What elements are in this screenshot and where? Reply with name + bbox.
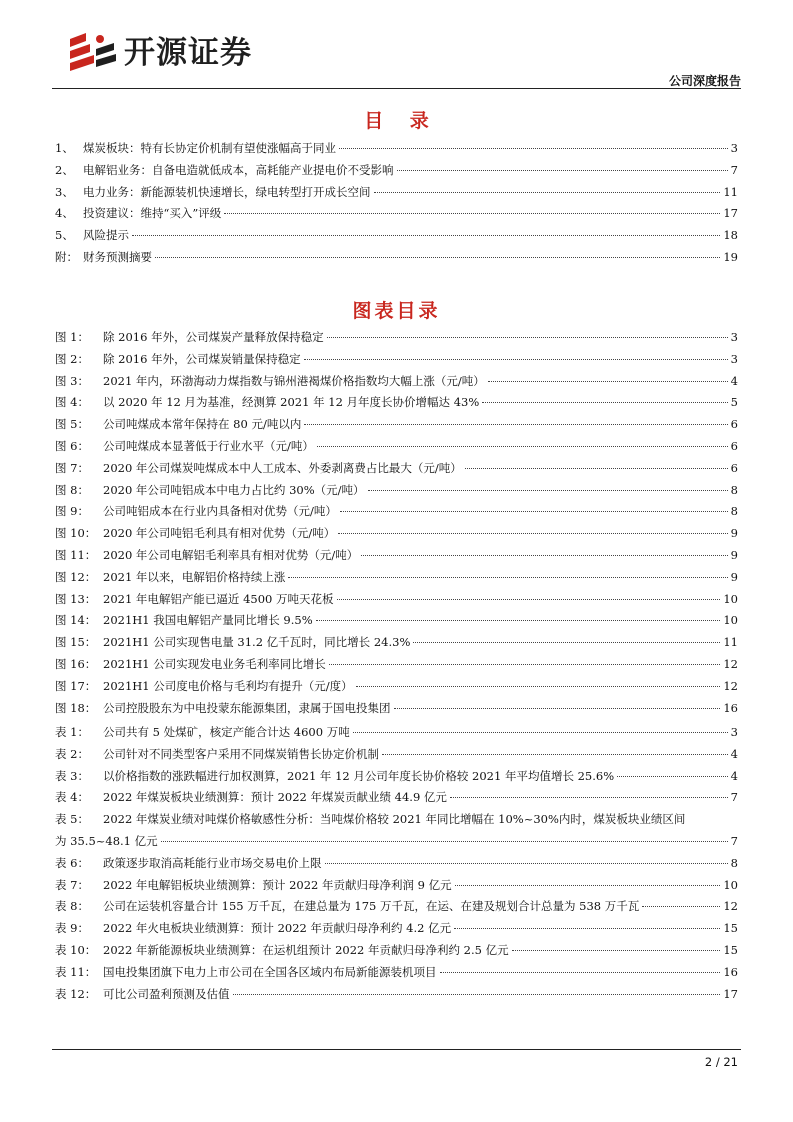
entry-page: 8	[730, 482, 738, 497]
toc-entry[interactable]	[55, 632, 738, 654]
toc-entry[interactable]	[55, 545, 738, 567]
toc-entry[interactable]	[55, 203, 738, 225]
toc-entry[interactable]	[55, 766, 738, 788]
entry-title: 财务预测摘要	[83, 249, 152, 264]
leader-dots	[454, 928, 720, 929]
leader-dots	[361, 555, 727, 556]
entry-number: 表 5：	[55, 812, 89, 827]
entry-page: 4	[730, 373, 738, 388]
toc-entry[interactable]	[55, 744, 738, 766]
entry-number: 2、	[55, 162, 74, 177]
entry-number: 图 5：	[55, 417, 89, 432]
report-type: 公司深度报告	[668, 74, 741, 88]
entry-number: 图 7：	[55, 460, 89, 475]
entry-page: 3	[730, 141, 738, 155]
toc-entry[interactable]	[55, 698, 738, 720]
figure-toc-title: 图表目录	[352, 300, 441, 322]
entry-number: 图 1：	[55, 330, 89, 344]
leader-dots	[353, 732, 728, 733]
leader-dots	[339, 148, 728, 149]
entry-page: 17	[723, 986, 738, 1001]
entry-number: 表 11：	[55, 964, 97, 979]
entry-title: 公司吨煤成本显著低于行业水平（元/吨）	[103, 438, 314, 453]
entry-page: 6	[730, 460, 738, 475]
entry-page: 15	[723, 942, 738, 957]
entry-title: 2020 年公司吨铝成本中电力占比约 30%（元/吨）	[103, 482, 365, 497]
entry-page: 6	[730, 417, 738, 432]
entry-title: 电解铝业务：自备电造就低成本，高耗能产业提电价不受影响	[83, 162, 394, 177]
entry-page: 10	[723, 613, 738, 628]
entry-number: 表 8：	[55, 899, 89, 914]
leader-dots	[413, 642, 720, 643]
entry-title: 可比公司盈利预测及估值	[103, 986, 230, 1001]
entry-page: 17	[723, 206, 738, 221]
toc-entry[interactable]	[55, 160, 738, 182]
leader-dots	[329, 664, 721, 665]
leader-dots	[394, 708, 721, 709]
entry-number: 图 9：	[55, 504, 89, 519]
entry-number: 表 7：	[55, 877, 89, 892]
entry-number: 表 9：	[55, 921, 89, 936]
entry-title-continued: 为 35.5~48.1 亿元	[55, 833, 158, 848]
entry-page: 12	[723, 899, 738, 914]
entry-number: 表 3：	[55, 768, 89, 783]
entry-title: 2021H1 我国电解铝产量同比增长 9.5%	[103, 613, 313, 628]
toc-entry[interactable]	[55, 610, 738, 632]
entry-number: 5、	[55, 228, 74, 243]
entry-number: 图 12：	[55, 569, 97, 584]
toc-entry[interactable]	[55, 436, 738, 458]
toc-entry[interactable]	[55, 809, 738, 853]
toc-entry[interactable]	[55, 392, 738, 414]
entry-page: 3	[730, 351, 738, 366]
leader-dots	[356, 686, 721, 687]
entry-title: 公司针对不同类型客户采用不同煤炭销售长协定价机制	[103, 746, 379, 761]
leader-dots	[450, 797, 728, 798]
entry-number: 表 4：	[55, 790, 89, 805]
entry-number: 附：	[55, 249, 78, 264]
toc-entry[interactable]	[55, 327, 738, 349]
toc-entry[interactable]	[55, 501, 738, 523]
entry-number: 表 6：	[55, 855, 89, 870]
entry-title: 国电投集团旗下电力上市公司在全国各区域内布局新能源装机项目	[103, 964, 437, 979]
entry-number: 1、	[55, 141, 74, 155]
leader-dots	[488, 381, 728, 382]
entry-page: 11	[723, 635, 738, 650]
footer-divider	[52, 1049, 741, 1050]
entry-page: 7	[730, 790, 738, 805]
entry-page: 9	[730, 526, 738, 541]
entry-number: 图 3：	[55, 373, 89, 388]
leader-dots	[132, 235, 720, 236]
toc-entry[interactable]	[55, 523, 738, 545]
entry-number: 图 14：	[55, 613, 97, 628]
entry-number: 表 12：	[55, 986, 97, 1001]
header-divider	[52, 88, 741, 89]
entry-number: 图 17：	[55, 678, 97, 693]
entry-title: 2022 年煤炭业绩对吨煤价格敏感性分析：当吨煤价格较 2021 年同比增幅在 10%~30%内时，煤炭板块业绩区间	[103, 812, 686, 827]
entry-number: 表 2：	[55, 746, 89, 761]
entry-title: 公司吨煤成本常年保持在 80 元/吨以内	[103, 417, 302, 432]
toc-entry[interactable]	[55, 225, 738, 247]
toc-entry[interactable]	[55, 567, 738, 589]
leader-dots	[155, 257, 720, 258]
leader-dots	[455, 885, 721, 886]
toc-entry[interactable]	[55, 853, 738, 875]
toc-main-list	[55, 138, 738, 269]
leader-dots	[374, 192, 721, 193]
leader-dots	[368, 490, 728, 491]
entry-title: 电力业务：新能源装机快速增长，绿电转型打开成长空间	[83, 184, 371, 199]
toc-entry[interactable]	[55, 247, 738, 269]
entry-title: 2020 年公司电解铝毛利率具有相对优势（元/吨）	[103, 547, 359, 562]
company-logo	[66, 27, 252, 72]
toc-entry[interactable]	[55, 654, 738, 676]
entry-title: 2021H1 公司实现售电量 31.2 亿千瓦时，同比增长 24.3%	[103, 635, 411, 650]
toc-entry[interactable]	[55, 414, 738, 436]
entry-page: 5	[730, 395, 738, 410]
leader-dots	[338, 533, 727, 534]
entry-title: 投资建议：维持“买入”评级	[83, 206, 222, 221]
entry-page: 6	[730, 438, 738, 453]
entry-title: 除 2016 年外，公司煤炭产量释放保持稳定	[103, 330, 324, 344]
toc-entry[interactable]	[55, 962, 738, 984]
leader-dots	[465, 468, 728, 469]
entry-title: 煤炭板块：特有长协定价机制有望使涨幅高于同业	[83, 141, 336, 155]
toc-entry[interactable]	[55, 875, 738, 897]
leader-dots	[304, 359, 728, 360]
entry-number: 图 13：	[55, 591, 97, 606]
toc-entry[interactable]	[55, 918, 738, 940]
entry-number: 图 2：	[55, 351, 89, 366]
entry-number: 图 4：	[55, 395, 89, 410]
entry-title: 公司吨铝成本在行业内具备相对优势（元/吨）	[103, 504, 337, 519]
toc-entry[interactable]	[55, 787, 738, 809]
entry-title: 2022 年煤炭板块业绩测算：预计 2022 年煤炭贡献业绩 44.9 亿元	[103, 790, 447, 805]
entry-page: 10	[723, 591, 738, 606]
entry-page: 3	[730, 725, 738, 739]
leader-dots	[317, 446, 728, 447]
entry-number: 图 6：	[55, 438, 89, 453]
table-list	[55, 722, 738, 1005]
leader-dots	[161, 841, 728, 842]
leader-dots	[304, 424, 727, 425]
entry-page: 16	[723, 700, 738, 715]
entry-page: 9	[730, 569, 738, 584]
entry-number: 图 18：	[55, 700, 97, 715]
entry-page: 8	[730, 504, 738, 519]
entry-number: 4、	[55, 206, 74, 221]
leader-dots	[440, 972, 721, 973]
entry-page: 9	[730, 547, 738, 562]
leader-dots	[482, 402, 727, 403]
entry-page: 3	[730, 330, 738, 344]
entry-page: 16	[723, 964, 738, 979]
leader-dots	[617, 776, 728, 777]
entry-page: 18	[723, 228, 738, 243]
toc-entry[interactable]	[55, 896, 738, 918]
page-number: 2 / 21	[704, 1055, 738, 1069]
entry-number: 图 8：	[55, 482, 89, 497]
leader-dots	[224, 213, 720, 214]
entry-number: 表 10：	[55, 942, 97, 957]
entry-title: 风险提示	[83, 228, 129, 243]
entry-page: 10	[723, 877, 738, 892]
entry-number: 3、	[55, 184, 74, 199]
toc-entry[interactable]	[55, 722, 738, 744]
entry-number: 图 15：	[55, 635, 97, 650]
entry-title: 2022 年电解铝板块业绩测算：预计 2022 年贡献归母净利润 9 亿元	[103, 877, 452, 892]
toc-entry[interactable]	[55, 480, 738, 502]
entry-page: 19	[723, 249, 738, 264]
leader-dots	[325, 863, 728, 864]
entry-title: 2022 年新能源板块业绩测算：在运机组预计 2022 年贡献归母净利约 2.5 亿元	[103, 942, 509, 957]
leader-dots	[288, 577, 727, 578]
entry-number: 图 10：	[55, 526, 97, 541]
leader-dots	[337, 599, 721, 600]
entry-title: 2021H1 公司度电价格与毛利均有提升（元/度）	[103, 678, 353, 693]
entry-number: 表 1：	[55, 725, 89, 739]
entry-title: 2020 年公司吨铝毛利具有相对优势（元/吨）	[103, 526, 336, 541]
entry-page: 11	[723, 184, 738, 199]
entry-page: 7	[730, 833, 738, 848]
toc-entry[interactable]	[55, 984, 738, 1006]
leader-dots	[512, 950, 721, 951]
entry-title: 以 2020 年 12 月为基准，经测算 2021 年 12 月年度长协价增幅达 43%	[103, 395, 480, 410]
entry-title: 公司控股股东为中电投蒙东能源集团，隶属于国电投集团	[103, 700, 391, 715]
entry-page: 7	[730, 162, 738, 177]
logo-mark-icon	[66, 29, 118, 71]
leader-dots	[327, 337, 728, 338]
toc-entry[interactable]	[55, 589, 738, 611]
entry-title: 2021 年以来，电解铝价格持续上涨	[103, 569, 286, 584]
leader-dots	[340, 511, 728, 512]
entry-title: 2020 年公司煤炭吨煤成本中人工成本、外委剥离费占比最大（元/吨）	[103, 460, 462, 475]
entry-title: 2022 年火电板块业绩测算：预计 2022 年贡献归母净利约 4.2 亿元	[103, 921, 452, 936]
toc-entry[interactable]	[55, 182, 738, 204]
entry-title: 以价格指数的涨跌幅进行加权测算，2021 年 12 月公司年度长协价格较 2021 年平均值增长 25.6%	[103, 768, 615, 783]
entry-page: 12	[723, 678, 738, 693]
toc-entry[interactable]	[55, 940, 738, 962]
entry-title: 政策逐步取消高耗能行业市场交易电价上限	[103, 855, 322, 870]
toc-entry[interactable]	[55, 138, 738, 160]
entry-number: 图 16：	[55, 656, 97, 671]
leader-dots	[316, 620, 721, 621]
entry-page: 4	[730, 746, 738, 761]
entry-title: 2021 年电解铝产能已逼近 4500 万吨天花板	[103, 591, 334, 606]
logo-text: 开源证券	[124, 35, 252, 71]
entry-number: 图 11：	[55, 547, 97, 562]
leader-dots	[397, 170, 728, 171]
leader-dots	[233, 994, 721, 995]
entry-title: 2021H1 公司实现发电业务毛利率同比增长	[103, 656, 326, 671]
toc-entry[interactable]	[55, 458, 738, 480]
toc-entry[interactable]	[55, 371, 738, 393]
toc-entry[interactable]	[55, 676, 738, 698]
leader-dots	[642, 906, 720, 907]
entry-page: 8	[730, 855, 738, 870]
figure-list	[55, 327, 738, 719]
entry-page: 12	[723, 656, 738, 671]
toc-entry[interactable]	[55, 349, 738, 371]
entry-title: 公司在运装机容量合计 155 万千瓦，在建总量为 175 万千瓦，在运、在建及规划合计总量为 538 万千瓦	[103, 899, 640, 914]
entry-page: 4	[730, 768, 738, 783]
entry-title: 除 2016 年外，公司煤炭销量保持稳定	[103, 351, 301, 366]
entry-title: 2021 年内，环渤海动力煤指数与锦州港褐煤价格指数均大幅上涨（元/吨）	[103, 373, 485, 388]
toc-title: 目 录	[364, 110, 439, 132]
entry-title: 公司共有 5 处煤矿，核定产能合计达 4600 万吨	[103, 725, 350, 739]
leader-dots	[382, 754, 728, 755]
entry-page: 15	[723, 921, 738, 936]
